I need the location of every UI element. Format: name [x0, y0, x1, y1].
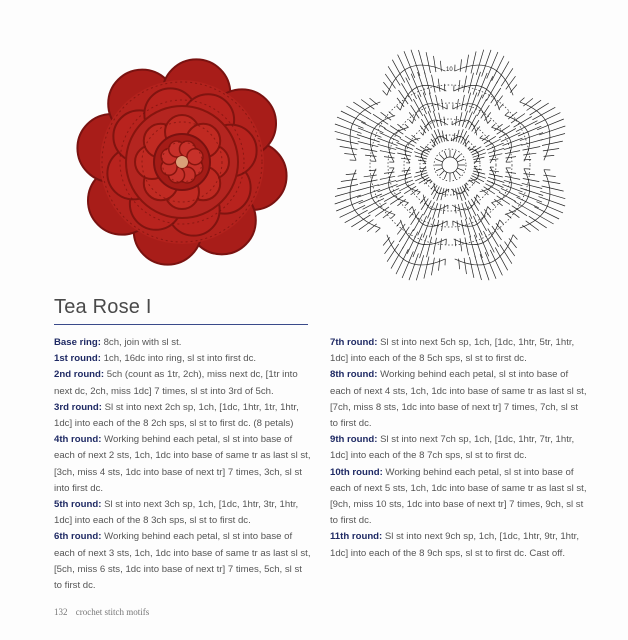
round-text: Working behind each petal, sl st into base of each of next 3 sts, 1ch, 1dc into base of same tr as last sl st, [5ch, miss 6 sts, 1dc into base of next tr] 7 times, 5ch, sl st to first dc. — [54, 531, 311, 592]
instruction-round — [54, 400, 312, 432]
rose-petals — [77, 59, 286, 264]
round-label: 2nd round: — [54, 369, 105, 381]
round-label: Base ring: — [54, 337, 101, 348]
instruction-round — [54, 335, 312, 351]
instruction-round — [54, 432, 312, 497]
chart-round-label: 10 — [446, 67, 453, 73]
instruction-round — [330, 367, 588, 432]
round-label: 3rd round: — [54, 401, 102, 413]
instruction-round — [330, 335, 588, 367]
round-text: Sl st into next 3ch sp, 1ch, [1dc, 1htr, 3tr, 1htr, 1dc] into each of the 8 3ch sps, sl st to first dc. — [54, 499, 299, 527]
instruction-round — [54, 497, 312, 529]
page-footer — [54, 607, 149, 617]
round-text: Sl st into next 2ch sp, 1ch, [1dc, 1htr, 1tr, 1htr, 1dc] into each of the 8 2ch sps, sl st to first dc. (8 petals) — [54, 401, 299, 430]
round-text: 8ch, join with sl st. — [100, 337, 182, 348]
round-label: 8th round: — [330, 369, 378, 381]
instruction-round — [54, 367, 312, 399]
round-label: 6th round: — [54, 531, 102, 543]
round-label: 9th round: — [330, 434, 378, 446]
round-label: 10th round: — [330, 466, 383, 478]
round-label: 4th round: — [54, 434, 102, 446]
instruction-round — [330, 432, 588, 464]
instruction-round — [54, 351, 312, 367]
round-text: Sl st into next 7ch sp, 1ch, [1dc, 1htr, 7tr, 1htr, 1dc] into each of the 8 7ch sps, sl st to first dc. — [330, 434, 575, 462]
round-text: 5ch (count as 1tr, 2ch), miss next dc, [1tr into next dc, 2ch, miss 1dc] 7 times, sl st into 3rd of 5ch. — [54, 369, 298, 397]
round-text: 1ch, 16dc into ring, sl st into first dc. — [100, 353, 257, 365]
chart-symbols — [335, 50, 566, 281]
pattern-title: Tea Rose I — [54, 296, 152, 318]
round-label: 11th round: — [330, 531, 383, 543]
page-number: 132 — [54, 607, 68, 617]
round-text: Working behind each petal, sl st into base of each of next 2 sts, 1ch, 1dc into base of same tr as last sl st, [3ch, miss 4 sts, 1dc into base of next tr] 7 times, 3ch, sl st into first dc. — [54, 434, 311, 494]
instruction-round — [330, 529, 588, 561]
rose-photo — [70, 55, 295, 270]
section-name: crochet stitch motifs — [75, 607, 150, 617]
crochet-chart-image — [332, 45, 582, 285]
round-text: Sl st into next 5ch sp, 1ch, [1dc, 1htr, 5tr, 1htr, 1dc] into each of the 8 5ch sps, sl st to first dc. — [330, 337, 575, 365]
title-rule — [54, 324, 308, 325]
round-label: 7th round: — [330, 337, 378, 348]
round-text: Working behind each petal, sl st into base of each of next 5 sts, 1ch, 1dc into base of same tr as last sl st, [9ch, miss 10 sts, 1dc into base of next tr] 7 times, 9ch, sl st to first dc. — [330, 466, 587, 527]
instruction-round — [330, 465, 588, 530]
round-text: Sl st into next 9ch sp, 1ch, [1dc, 1htr, 9tr, 1htr, 1dc] into each of the 8 9ch sps, sl st to first dc. Cast off. — [330, 531, 580, 559]
round-label: 5th round: — [54, 499, 102, 511]
instructions-left-column — [54, 335, 312, 594]
crochet-chart-diagram — [332, 45, 582, 285]
round-label: 1st round: — [54, 353, 101, 365]
round-text: Working behind each petal, sl st into base of each of next 4 sts, 1ch, 1dc into base of same tr as last sl st, [7ch, miss 8 sts, 1dc into base of next tr] 7 times, 7ch, sl st to first dc. — [330, 369, 587, 430]
rose-photo-image — [70, 55, 295, 270]
instructions-right-column — [330, 335, 588, 562]
instruction-round — [54, 529, 312, 594]
